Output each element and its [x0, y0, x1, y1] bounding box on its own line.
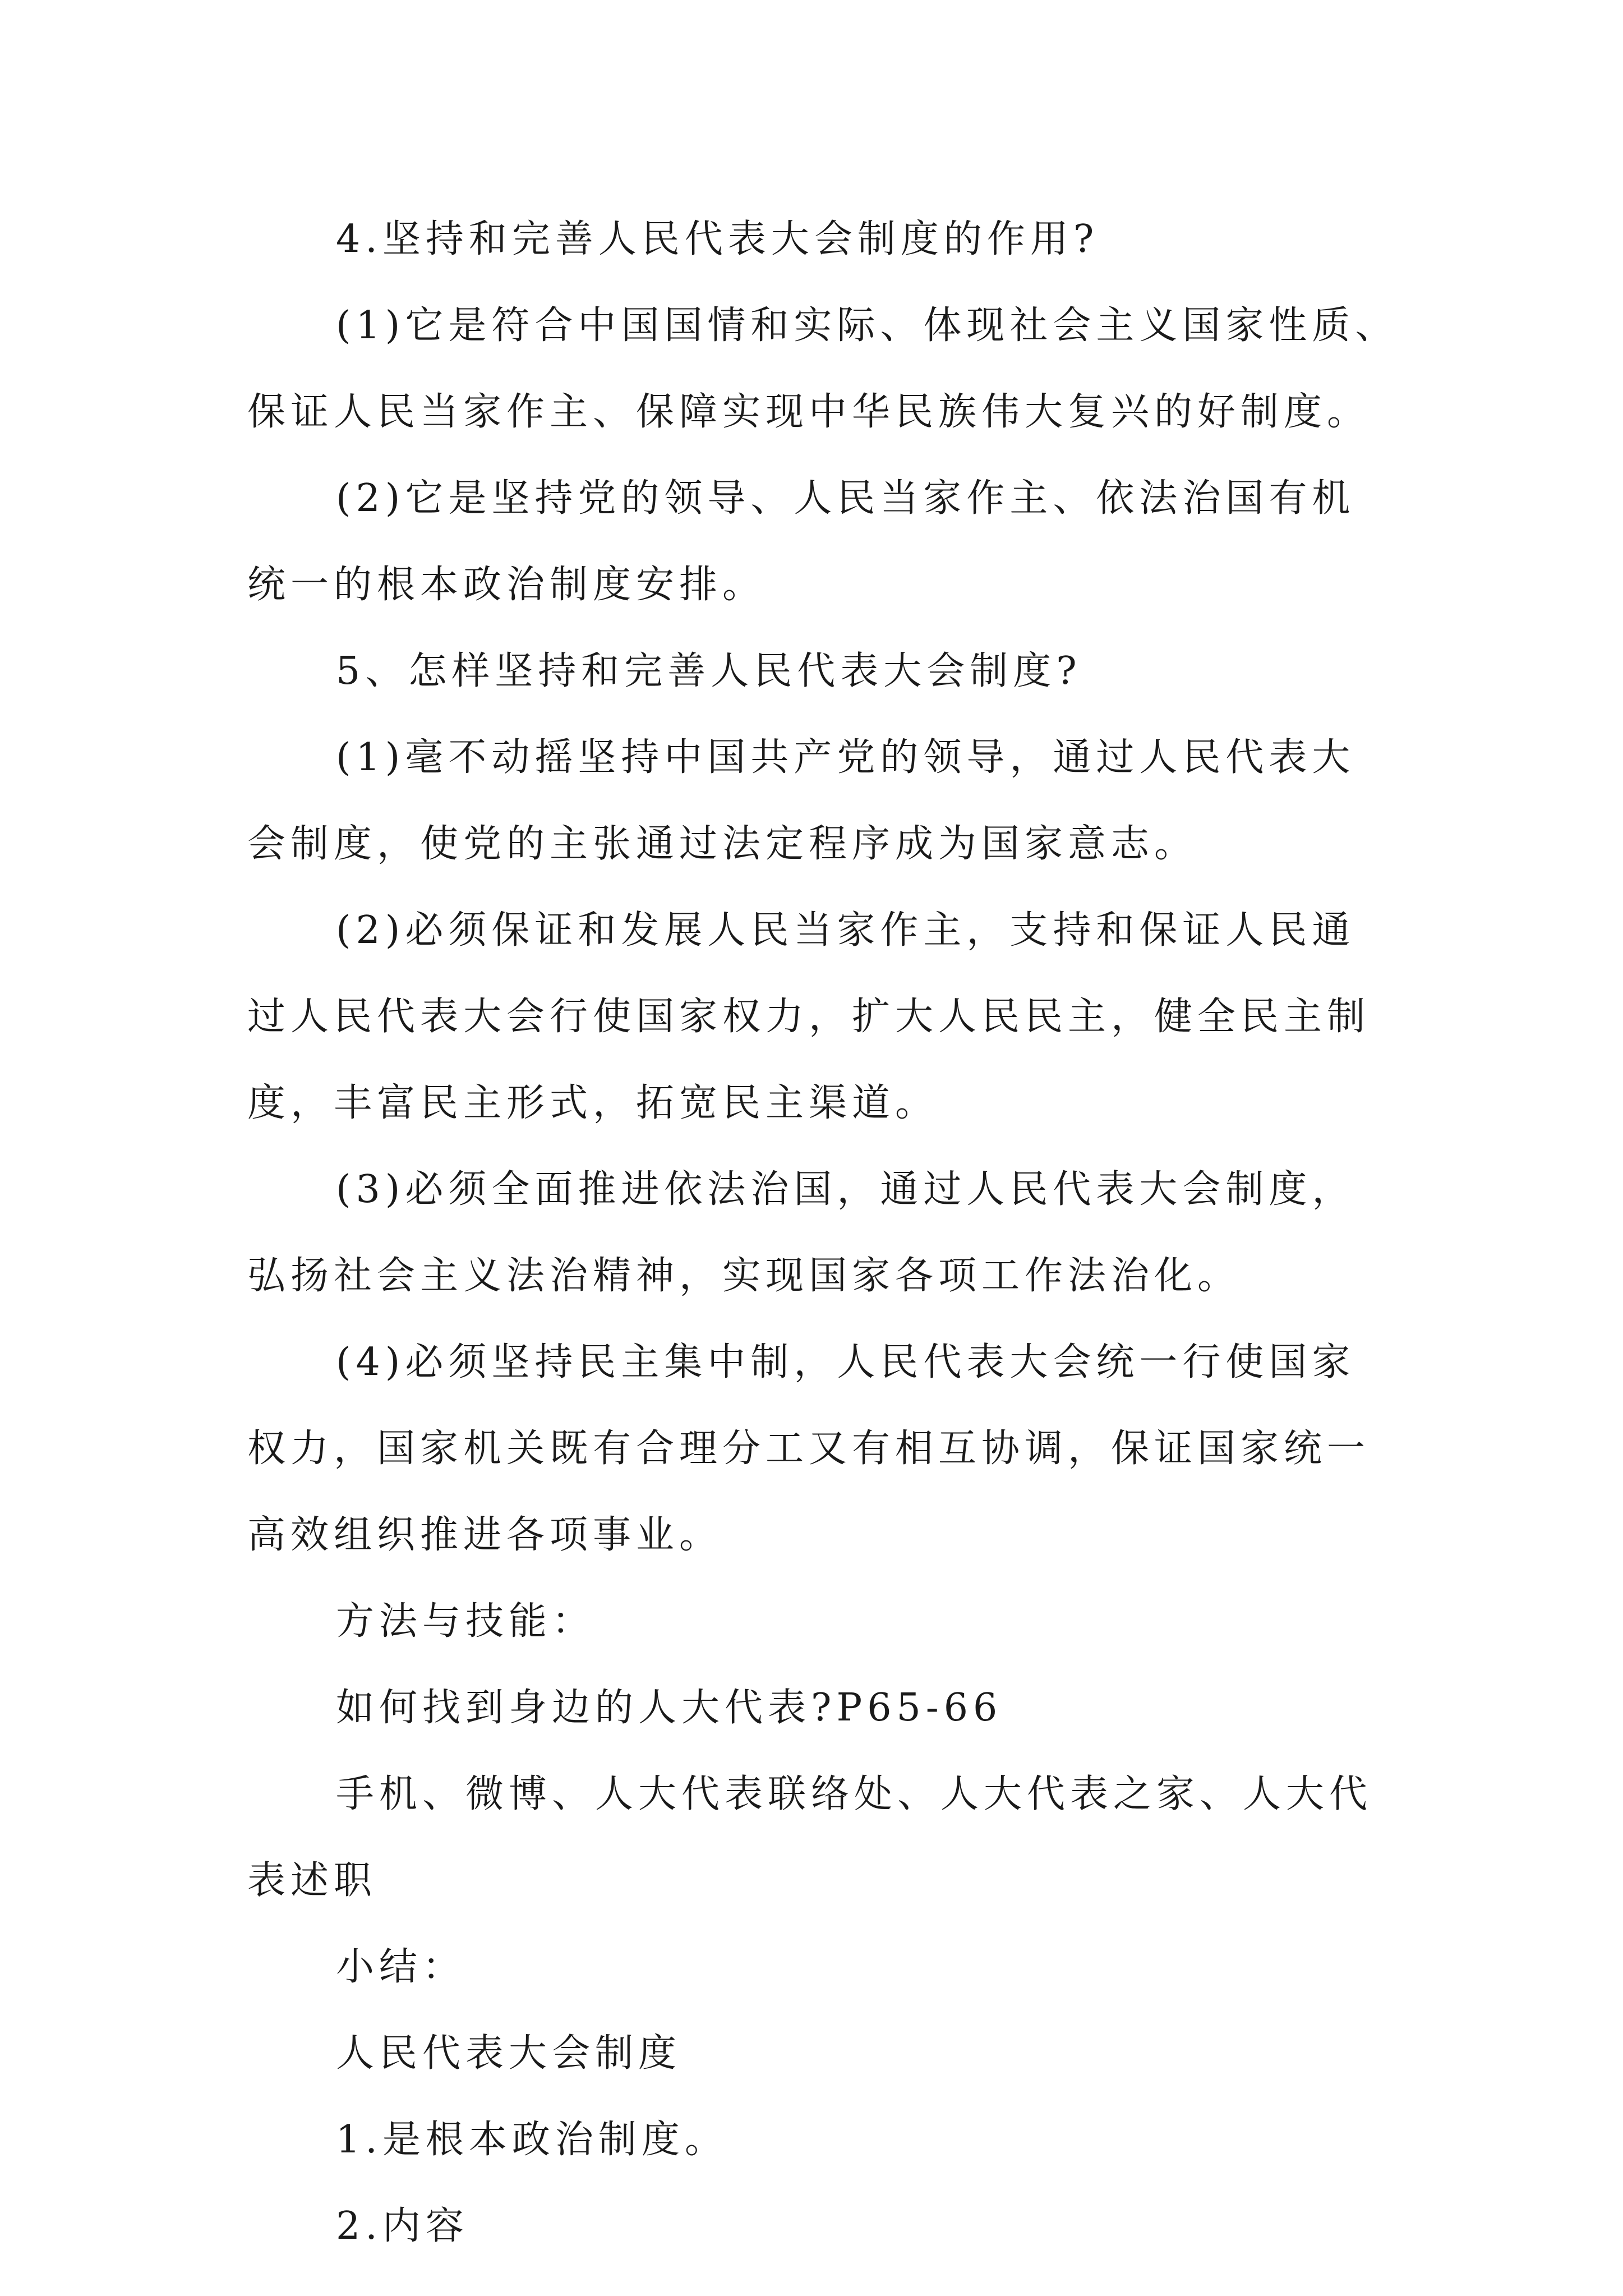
methods-answer: 手机、微博、人大代表联络处、人大代表之家、人大代 [336, 1772, 1373, 1816]
methods-heading: 方法与技能： [336, 1599, 596, 1644]
summary-item-1: 1.是根本政治制度。 [336, 2118, 728, 2162]
answer-5-point-3-cont: 弘扬社会主义法治精神，实现国家各项工作法治化。 [247, 1254, 1241, 1298]
methods-answer-cont: 表述职 [247, 1858, 377, 1903]
question-4-heading: 4.坚持和完善人民代表大会制度的作用? [336, 217, 1099, 261]
summary-item-2: 2.内容 [336, 2204, 469, 2248]
question-5-heading: 5、怎样坚持和完善人民代表大会制度? [336, 649, 1082, 693]
summary-topic: 人民代表大会制度 [336, 2031, 682, 2076]
answer-5-point-1: (1)毫不动摇坚持中国共产党的领导，通过人民代表大 [336, 735, 1355, 780]
answer-5-point-2-cont-2: 度，丰富民主形式，拓宽民主渠道。 [247, 1081, 939, 1125]
answer-5-point-4-cont-2: 高效组织推进各项事业。 [247, 1513, 723, 1557]
answer-5-point-3: (3)必须全面推进依法治国，通过人民代表大会制度， [336, 1167, 1355, 1212]
document-body [247, 196, 1414, 2270]
answer-5-point-1-cont: 会制度，使党的主张通过法定程序成为国家意志。 [247, 822, 1198, 866]
answer-5-point-4: (4)必须坚持民主集中制，人民代表大会统一行使国家 [336, 1340, 1355, 1384]
answer-4-point-1: (1)它是符合中国国情和实际、体现社会主义国家性质、 [336, 303, 1399, 348]
summary-heading: 小结： [336, 1945, 466, 1989]
methods-question: 如何找到身边的人大代表?P65-66 [336, 1686, 1003, 1730]
answer-5-point-2: (2)必须保证和发展人民当家作主，支持和保证人民通 [336, 908, 1355, 953]
answer-5-point-4-cont-1: 权力，国家机关既有合理分工又有相互协调，保证国家统一 [247, 1427, 1371, 1471]
answer-4-point-2-cont: 统一的根本政治制度安排。 [247, 563, 766, 607]
answer-4-point-1-cont: 保证人民当家作主、保障实现中华民族伟大复兴的好制度。 [247, 390, 1371, 434]
answer-4-point-2: (2)它是坚持党的领导、人民当家作主、依法治国有机 [336, 476, 1355, 521]
answer-5-point-2-cont-1: 过人民代表大会行使国家权力，扩大人民民主，健全民主制 [247, 995, 1371, 1039]
